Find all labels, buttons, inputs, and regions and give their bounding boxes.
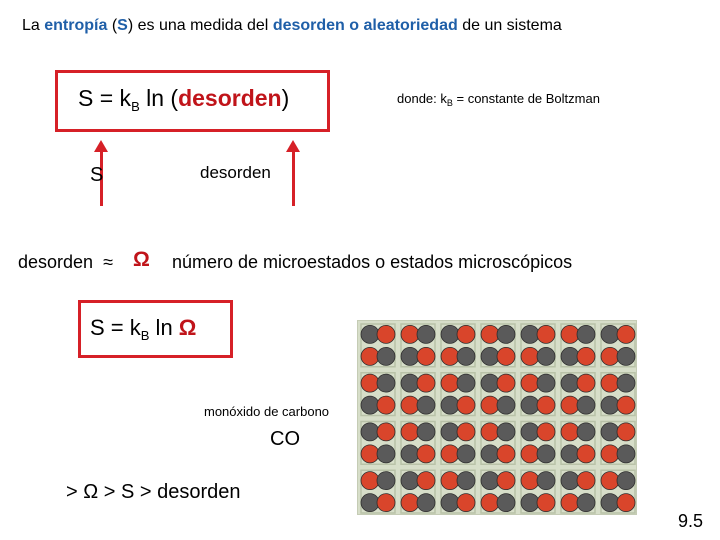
omega-symbol: Ω [133,248,150,271]
atom [441,472,459,490]
atom [521,494,539,512]
atom [521,325,539,343]
atom [537,325,555,343]
molecule-illustration [358,321,638,516]
atom [601,494,619,512]
atom [497,423,515,441]
atom [577,494,595,512]
atom [601,347,619,365]
atom [361,347,379,365]
boltzmann-note: donde: $k_B$ = constante de Boltzman [397,91,600,108]
atom [457,347,475,365]
atom [537,445,555,463]
atom [497,325,515,343]
atom [497,396,515,414]
atom [577,347,595,365]
atom [401,374,419,392]
atom [441,325,459,343]
atom [417,325,435,343]
atom [497,347,515,365]
atom [417,445,435,463]
arrow-shaft [292,151,295,206]
atom [441,494,459,512]
atom [441,445,459,463]
atom [577,472,595,490]
atom [401,347,419,365]
atom [417,472,435,490]
atom [577,445,595,463]
atom [377,347,395,365]
atom [561,325,579,343]
atom [617,396,635,414]
atom [377,494,395,512]
atom [561,374,579,392]
atom [481,374,499,392]
atom [521,472,539,490]
atom [617,445,635,463]
atom [617,494,635,512]
atom [377,374,395,392]
atom [601,396,619,414]
atom [377,325,395,343]
atom [521,374,539,392]
atom [577,374,595,392]
molecule-formula: CO [270,428,300,450]
atom [361,445,379,463]
atom [361,423,379,441]
atom [361,374,379,392]
atom [577,423,595,441]
atom [361,325,379,343]
atom [561,445,579,463]
atom [561,396,579,414]
atom [537,396,555,414]
atom [521,423,539,441]
entropy-label: S [90,164,104,186]
atom [457,374,475,392]
atom [481,347,499,365]
atom [441,374,459,392]
atom [417,347,435,365]
atom [401,396,419,414]
atom [361,494,379,512]
atom [561,423,579,441]
atom [401,325,419,343]
atom [481,494,499,512]
entropy-equation: $S = k_B$ ln (desorden) [78,85,290,114]
co-molecule-grid [357,320,637,515]
atom [377,423,395,441]
atom [521,445,539,463]
atom [401,472,419,490]
atom [481,423,499,441]
molecule-caption: monóxido de carbono [204,404,330,419]
atom [457,396,475,414]
atom [601,472,619,490]
atom [457,494,475,512]
atom [521,396,539,414]
atom [481,445,499,463]
atom [377,396,395,414]
atom [497,494,515,512]
atom [617,472,635,490]
atom [481,325,499,343]
atom [577,325,595,343]
atom [521,347,539,365]
atom [601,374,619,392]
atom [401,423,419,441]
atom [441,347,459,365]
atom [481,396,499,414]
atom [601,423,619,441]
atom [377,445,395,463]
atom [537,423,555,441]
atom [401,445,419,463]
atom [457,445,475,463]
atom [617,423,635,441]
atom [537,347,555,365]
atom [537,374,555,392]
atom [497,445,515,463]
atom [457,325,475,343]
atom [457,472,475,490]
atom [417,396,435,414]
atom [601,325,619,343]
boltzmann-equation: $S = k_B$ ln Ω [90,315,197,343]
atom [617,347,635,365]
atom [617,374,635,392]
atom [377,472,395,490]
atom [537,494,555,512]
atom [401,494,419,512]
atom [617,325,635,343]
disorder-label: desorden [200,163,271,182]
atom [561,472,579,490]
microstates-text: número de microestados o estados microscópicos [172,252,573,272]
atom [417,494,435,512]
page-number: 9.5 [678,511,704,531]
slide-title: La entropía (S) es una medida del desorden o aleatoriedad de un sistema [22,17,562,34]
atom [361,472,379,490]
atom [457,423,475,441]
atom [601,445,619,463]
atom [441,396,459,414]
atom [561,347,579,365]
atom [417,423,435,441]
atom [577,396,595,414]
disorder-approx: desorden ≈ [18,252,113,272]
atom [561,494,579,512]
inequality: > Ω > S > desorden [66,481,241,503]
atom [417,374,435,392]
atom [441,423,459,441]
atom [537,472,555,490]
atom [497,374,515,392]
atom [497,472,515,490]
atom [361,396,379,414]
atom [481,472,499,490]
